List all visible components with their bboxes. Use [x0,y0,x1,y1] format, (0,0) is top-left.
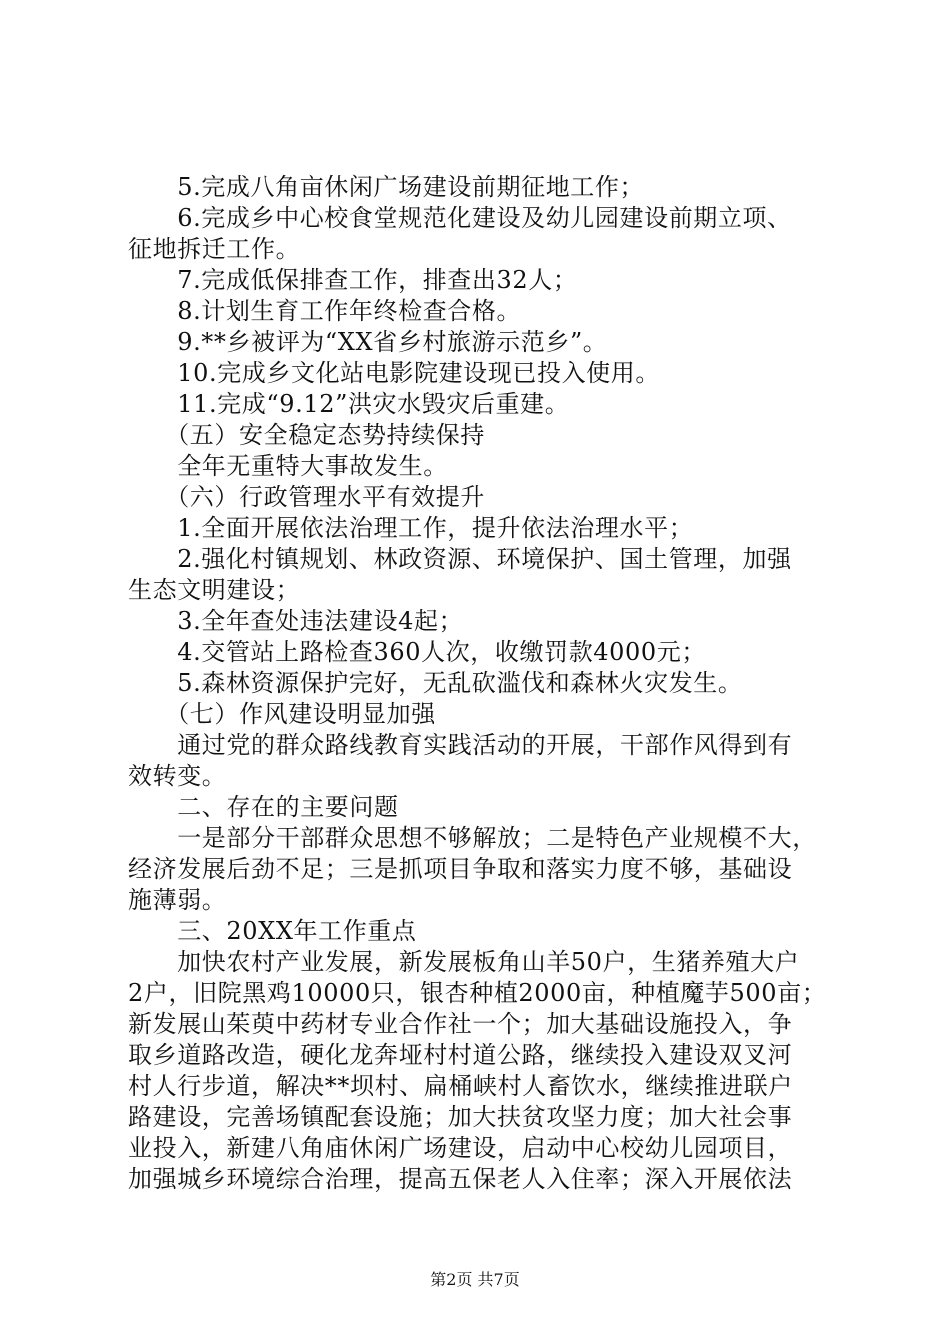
text-line: 5.完成八角亩休闲广场建设前期征地工作； [128,173,645,201]
text-line: 生态文明建设； [128,576,301,604]
text-line: 3.全年查处违法建设4起； [128,607,464,635]
page-number: 第2页 共7页 [430,1270,520,1289]
text-line: 1.全面开展依法治理工作，提升依法治理水平； [128,514,694,542]
text-line: 一是部分干部群众思想不够解放；二是特色产业规模不大， [128,824,817,852]
text-line: 业投入，新建八角庙休闲广场建设，启动中心校幼儿园项目， [128,1134,793,1162]
section-heading: （六）行政管理水平有效提升 [128,483,485,511]
section-heading: （五）安全稳定态势持续保持 [128,421,485,449]
text-line: 5.森林资源保护完好，无乱砍滥伐和森林火灾发生。 [128,669,743,697]
text-line: 全年无重特大事故发生。 [128,452,448,480]
text-line: 2.强化村镇规划、林政资源、环境保护、国土管理，加强 [128,545,792,573]
text-line: 征地拆迁工作。 [128,235,301,263]
text-line: 通过党的群众路线教育实践活动的开展，干部作风得到有 [128,731,793,759]
text-line: 8.计划生育工作年终检查合格。 [128,297,522,325]
text-line: 7.完成低保排查工作，排查出32人； [128,266,578,294]
text-line: 10.完成乡文化站电影院建设现已投入使用。 [128,359,660,387]
text-line: 加强城乡环境综合治理，提高五保老人入住率；深入开展依法 [128,1165,793,1193]
section-heading: 三、20XX年工作重点 [128,917,417,945]
text-line: 村人行步道，解决**坝村、扁桶峡村人畜饮水，继续推进联户 [128,1072,793,1100]
text-line: 效转变。 [128,762,227,790]
section-heading: （七）作风建设明显加强 [128,700,436,728]
text-line: 2户，旧院黑鸡10000只，银杏种植2000亩，种植魔芋500亩； [128,979,827,1007]
text-line: 6.完成乡中心校食堂规范化建设及幼儿园建设前期立项、 [128,204,792,232]
section-heading: 二、存在的主要问题 [128,793,399,821]
text-line: 新发展山茱萸中药材专业合作社一个；加大基础设施投入，争 [128,1010,793,1038]
text-line: 11.完成“9.12”洪灾水毁灾后重建。 [128,390,570,418]
text-line: 加快农村产业发展，新发展板角山羊50户，生猪养殖大户 [128,948,800,976]
text-line: 取乡道路改造，硬化龙奔垭村村道公路，继续投入建设双叉河 [128,1041,793,1069]
text-line: 4.交管站上路检查360人次，收缴罚款4000元； [128,638,706,666]
text-line: 经济发展后劲不足；三是抓项目争取和落实力度不够，基础设 [128,855,793,883]
body-text [128,172,828,1195]
text-line: 9.**乡被评为“XX省乡村旅游示范乡”。 [128,328,608,356]
text-line: 施薄弱。 [128,886,227,914]
text-line: 路建设，完善场镇配套设施；加大扶贫攻坚力度；加大社会事 [128,1103,793,1131]
